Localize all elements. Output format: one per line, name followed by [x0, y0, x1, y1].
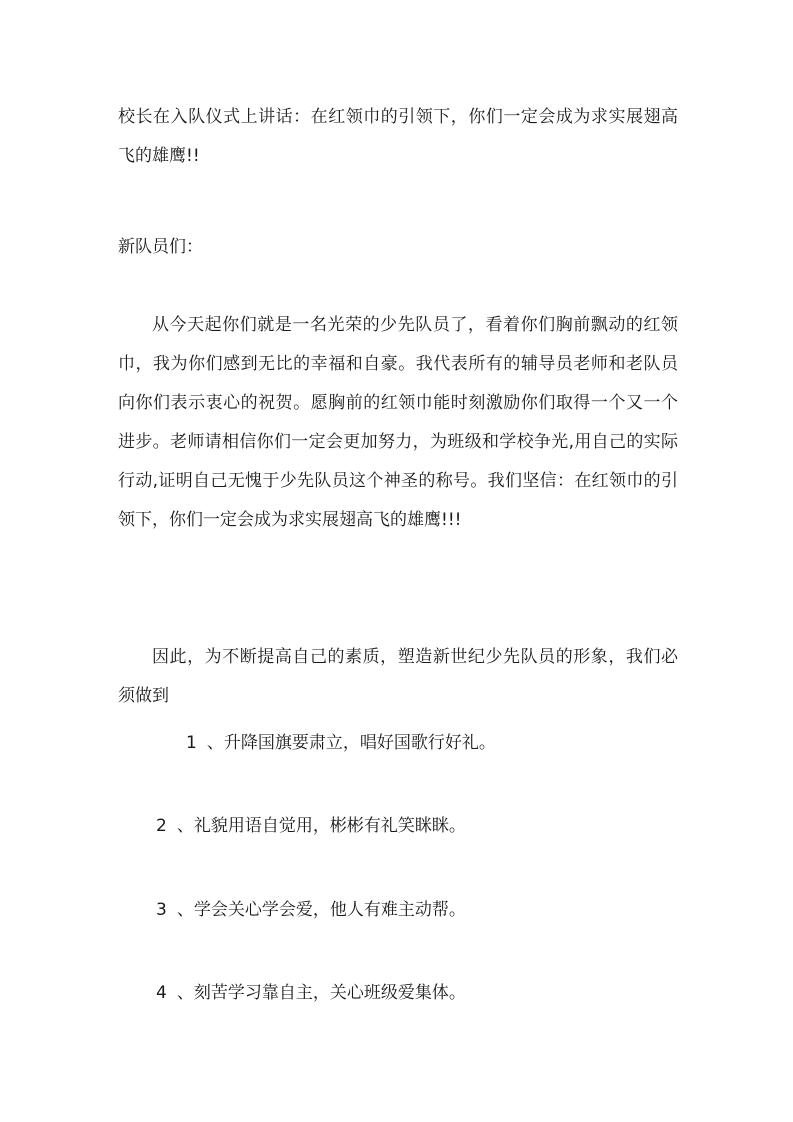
greeting: 新队员们：	[118, 237, 203, 257]
body-paragraph: 从今天起你们就是一名光荣的少先队员了，看着你们胸前飘动的红领巾，我为你们感到无比的幸福和自豪。我代表所有的辅导员老师和老队员向你们表示衷心的祝贺。愿胸前的红领巾能时刻激励你们取得一个又一个进步。老师请相信你们一定会更加努力，为班级和学校争光,用自己的实际行动,证明自己无愧于少先队员这个神圣的称号。我们坚信：在红领巾的引领下，你们一定会成为求实展翅高飞的雄鹰!!!	[118, 315, 678, 530]
list-item-number: 1	[186, 733, 197, 753]
list-item-number: 4	[156, 983, 167, 1003]
list-item-text: 、刻苦学习靠自主，关心班级爱集体。	[176, 983, 466, 1003]
list-item-text: 、礼貌用语自觉用，彬彬有礼笑眯眯。	[176, 816, 466, 836]
list-item	[156, 978, 466, 1008]
list-item	[186, 728, 496, 758]
title-paragraph: 校长在入队仪式上讲话：在红领巾的引领下，你们一定会成为求实展翅高飞的雄鹰!!	[118, 107, 678, 166]
list-item	[156, 811, 466, 841]
list-item-text: 、学会关心学会爱，他人有难主动帮。	[176, 900, 466, 920]
list-item-number: 3	[156, 900, 167, 920]
intro-paragraph: 因此，为不断提高自己的素质，塑造新世纪少先队员的形象，我们必须做到	[118, 647, 678, 706]
list-item-text: 、升降国旗要肃立，唱好国歌行好礼。	[206, 733, 496, 753]
list-item	[156, 895, 466, 925]
list-item-number: 2	[156, 816, 167, 836]
